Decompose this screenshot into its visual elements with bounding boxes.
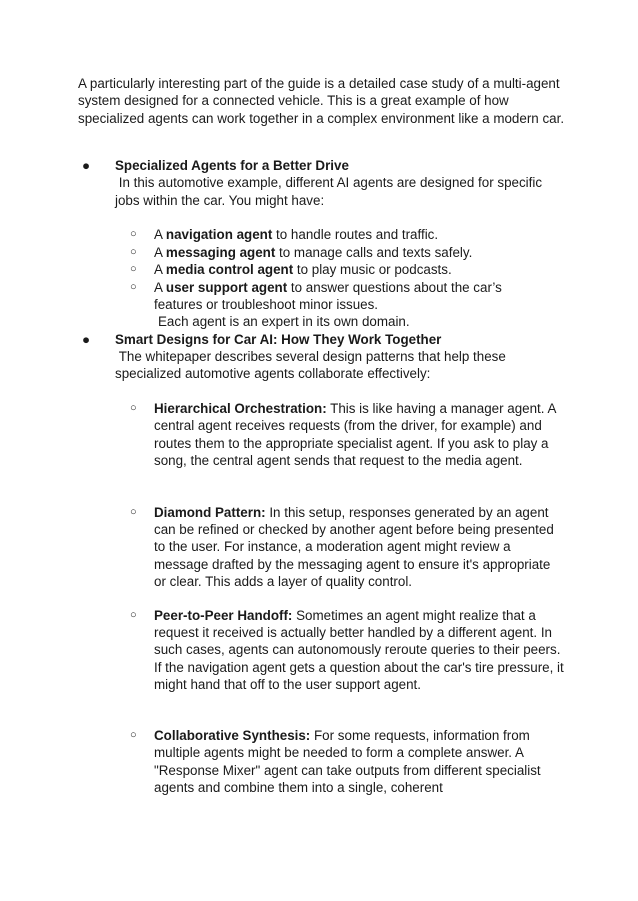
bullet-circle-icon: ○ [130,729,137,741]
bullet-dot-icon: ● [82,331,91,347]
section-description: In this automotive example, different AI agents are designed for specific jobs within the car. You might have: [115,175,543,208]
bullet-circle-icon: ○ [130,228,137,240]
bullet-circle-icon: ○ [130,280,137,293]
bullet-circle-icon: ○ [130,608,137,621]
list-item-text: Hierarchical Orchestration: This is like having a manager agent. A central agent receives requests (from the driver, for example) and routes them to the appropriate specialist agent. If you ask to play a song, the central agent sends that request to the media agent. [154,401,556,469]
section-description: The whitepaper describes several design patterns that help these specialized automotive agents collaborate effectively: [115,348,506,382]
bullet-circle-icon: ○ [130,263,137,275]
intro-paragraph: A particularly interesting part of the guide is a detailed case study of a multi-agent system designed for a connected vehicle. This is a great example of how specialized agents can work together in a complex environment like a modern car. [78,76,565,126]
list-item-text: A navigation agent to handle routes and traffic. [154,227,439,242]
bullet-circle-icon: ○ [130,402,137,414]
list-item-text: Collaborative Synthesis: For some requests, information from multiple agents might be needed to form a complete answer. A "Response Mixer" agent can take outputs from different specialist agents and combine them into a single, coherent [154,728,541,796]
section-title: Smart Designs for Car AI: How They Work Together [115,331,442,347]
section-title: Specialized Agents for a Better Drive [115,158,349,173]
bullet-circle-icon: ○ [130,505,137,518]
list-item-text: Peer-to-Peer Handoff: Sometimes an agent might realize that a request it received is actually better handled by a different agent. In such cases, agents can autonomously reroute queries to their peers. If the navigation agent gets a question about the car's tire pressure, it might hand that off to the user support agent. [154,607,564,693]
list-item-text: A media control agent to play music or podcasts. [154,262,452,277]
list-item-text: Diamond Pattern: In this setup, responses generated by an agent can be refined or checked by another agent before being presented to the user. For instance, a moderation agent might review a message drafted by the messaging agent to ensure it's appropriate or clear. This adds a layer of quality control. [154,504,554,590]
section-note: Each agent is an expert in its own domain. [158,314,410,329]
list-item-text: A messaging agent to manage calls and texts safely. [154,244,473,260]
bullet-dot-icon: ● [82,158,91,173]
list-item-text: A user support agent to answer questions about the car’s features or troubleshoot minor issues. [154,279,502,312]
bullet-circle-icon: ○ [130,245,137,258]
